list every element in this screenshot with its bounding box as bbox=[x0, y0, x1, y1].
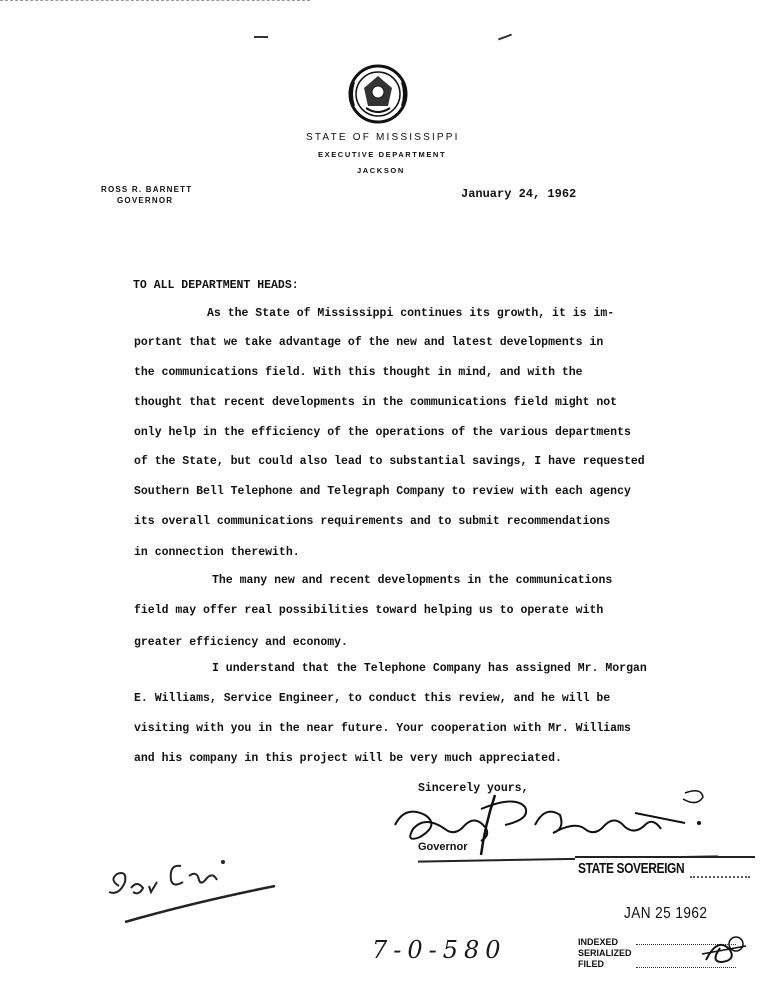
body-line: and his company in this project will be very much appreciated. bbox=[134, 752, 562, 765]
letterhead-department: EXECUTIVE DEPARTMENT bbox=[318, 150, 447, 159]
body-line: field may offer real possibilities toward helping us to operate with bbox=[134, 604, 604, 617]
handwritten-note-icon bbox=[105, 852, 285, 932]
letter-date: January 24, 1962 bbox=[461, 187, 577, 201]
governor-title: GOVERNOR bbox=[117, 196, 174, 205]
stamp-filed: FILED bbox=[578, 959, 604, 969]
letterhead-city: JACKSON bbox=[357, 166, 405, 175]
state-seal-icon bbox=[346, 62, 410, 126]
signature-icon bbox=[385, 785, 715, 865]
closing: Sincerely yours, bbox=[418, 782, 529, 795]
body-line: As the State of Mississippi continues its growth, it is im- bbox=[207, 307, 615, 320]
body-line: in connection therewith. bbox=[134, 546, 300, 559]
stamp-date: JAN 25 1962 bbox=[624, 905, 708, 922]
scan-mark-top bbox=[0, 0, 310, 3]
body-line: portant that we take advantage of the new and latest developments in bbox=[134, 336, 604, 349]
signature-title: Governor bbox=[418, 841, 468, 853]
file-number: 7-0-580 bbox=[372, 936, 507, 964]
body-line: only help in the efficiency of the operations of the various departments bbox=[134, 426, 631, 439]
body-line: greater efficiency and economy. bbox=[134, 636, 348, 649]
stamp-indexed: INDEXED bbox=[578, 937, 619, 947]
salutation: TO ALL DEPARTMENT HEADS: bbox=[133, 279, 299, 292]
body-line: its overall communications requirements and to submit recommendations bbox=[134, 515, 611, 528]
stamp-heading-smudge bbox=[690, 866, 750, 878]
body-line: the communications field. With this thought in mind, and with the bbox=[134, 366, 583, 379]
body-line: thought that recent developments in the communications field might not bbox=[134, 396, 618, 409]
scan-mark-left bbox=[254, 36, 268, 38]
body-line: E. Williams, Service Engineer, to conduct this review, and he will be bbox=[134, 692, 611, 705]
scan-mark-right bbox=[498, 34, 512, 41]
stamp-heading: STATE SOVEREIGN bbox=[578, 860, 685, 877]
letterhead-state: STATE OF MISSISSIPPI bbox=[306, 132, 460, 143]
stamp-serialized: SERIALIZED bbox=[578, 948, 632, 958]
body-line: The many new and recent developments in the communications bbox=[212, 574, 613, 587]
body-line: visiting with you in the near future. Your cooperation with Mr. Williams bbox=[134, 722, 631, 735]
body-line: Southern Bell Telephone and Telegraph Company to review with each agency bbox=[134, 485, 631, 498]
stamp-initials-icon bbox=[700, 930, 750, 970]
body-line: of the State, but could also lead to substantial savings, I have requested bbox=[134, 455, 645, 468]
body-line: I understand that the Telephone Company has assigned Mr. Morgan bbox=[212, 662, 647, 675]
governor-name: ROSS R. BARNETT bbox=[101, 185, 193, 194]
